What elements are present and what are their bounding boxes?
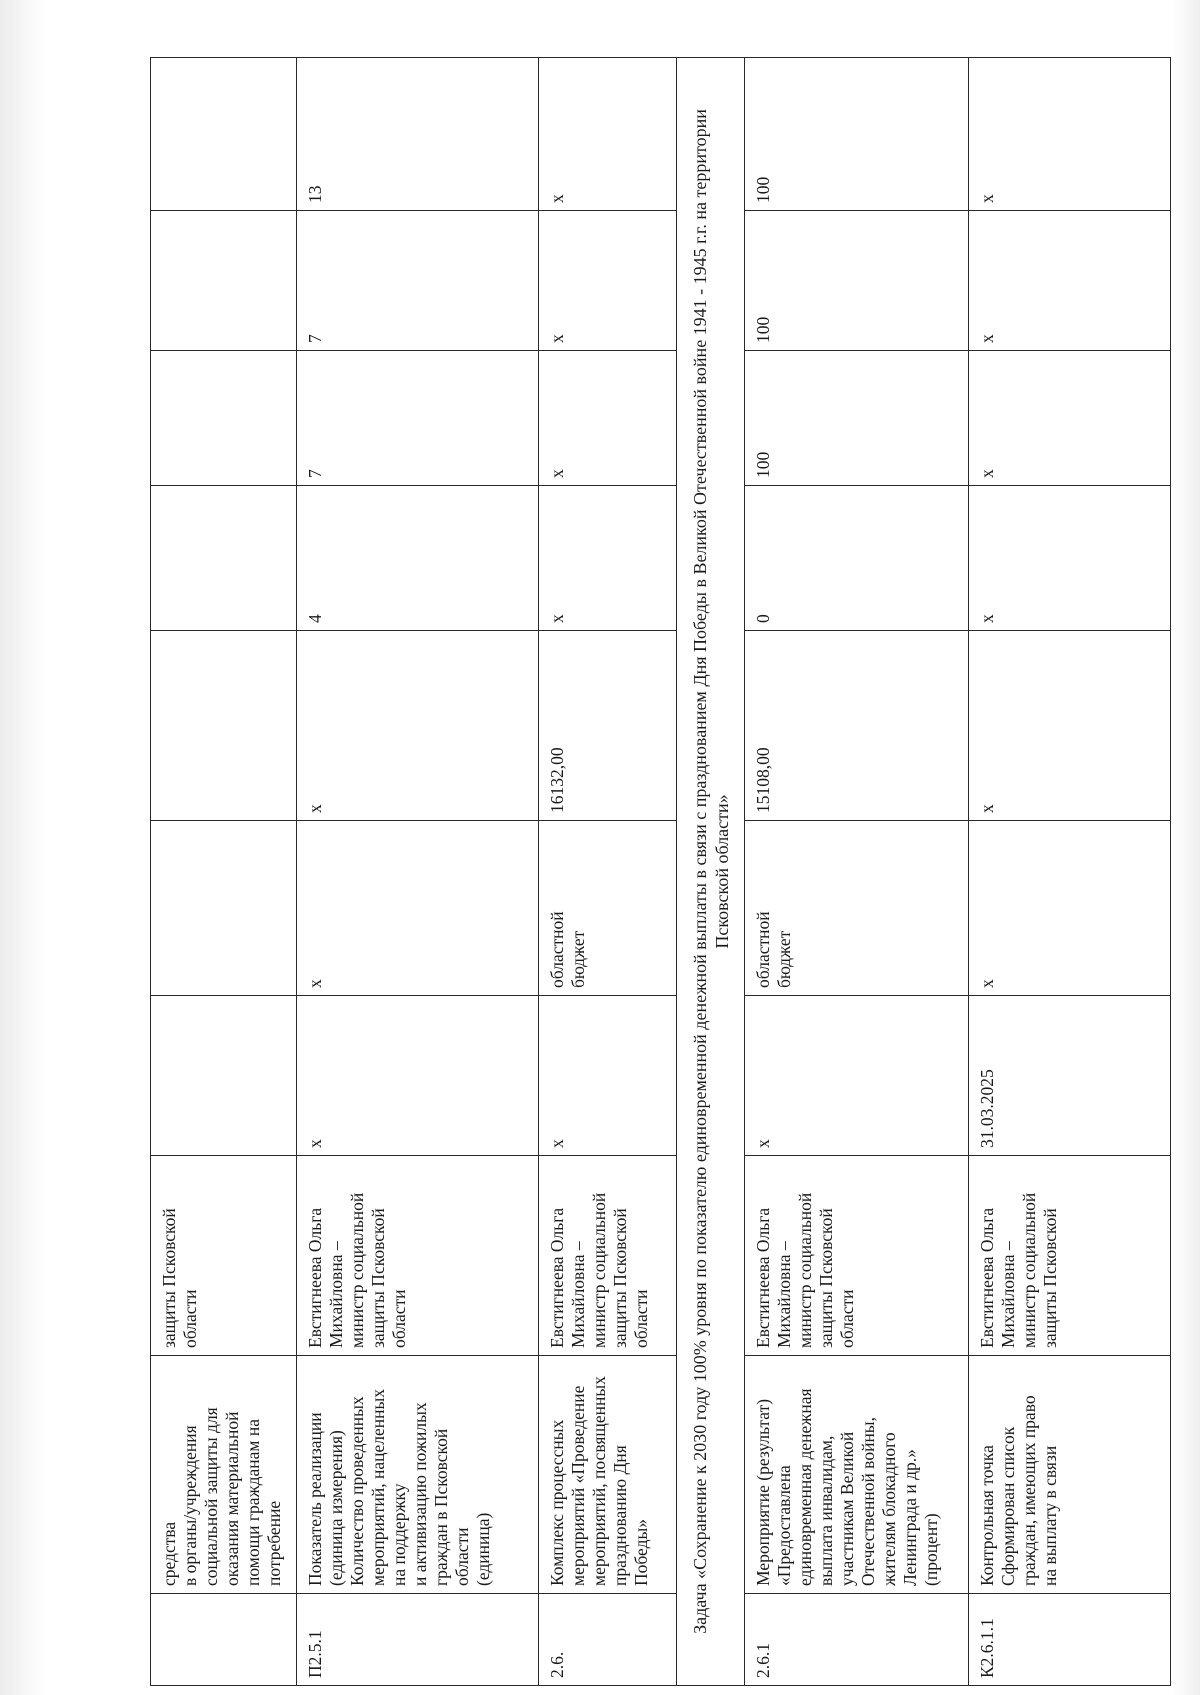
cell-responsible: Евстигнеева Ольга Михайловна – министр социальной защиты Псковской области bbox=[297, 1156, 539, 1356]
cell-number: 2.6.1 bbox=[745, 1594, 969, 1686]
cell-value-1: х bbox=[969, 486, 1171, 631]
cell-value-4: х bbox=[969, 58, 1171, 211]
cell-responsible: Евстигнеева Ольга Михайловна – министр социальной защиты Псковской bbox=[969, 1156, 1171, 1356]
cell-value-2: х bbox=[539, 351, 677, 486]
cell-name: Показатель реализации (единица измерения) Количество проведенных мероприятий, нацеленных на поддержку и активизацию пожилых граждан в Псковской области (единица) bbox=[297, 1356, 539, 1594]
cell-number bbox=[151, 1594, 297, 1686]
table-row-k2-6-1-1 bbox=[969, 58, 1171, 1686]
cell-name: Комплекс процессных мероприятий «Проведение мероприятий, посвященных празднованию Дня Победы» bbox=[539, 1356, 677, 1594]
cell-amount: х bbox=[969, 631, 1171, 821]
cell-name: Мероприятие (результат) «Предоставлена единовременная денежная выплата инвалидам, участникам Великой Отечественной войны, жителям блокадного Ленинграда и др.» (процент) bbox=[745, 1356, 969, 1594]
cell-source bbox=[151, 821, 297, 996]
cell-deadline: х bbox=[539, 996, 677, 1156]
cell-value-3: х bbox=[969, 211, 1171, 351]
table-row-2-6-1 bbox=[745, 58, 969, 1686]
cell-value-2 bbox=[151, 351, 297, 486]
scan-edge-right bbox=[1170, 0, 1200, 1695]
cell-responsible: Евстигнеева Ольга Михайловна – министр социальной защиты Псковской области bbox=[539, 1156, 677, 1356]
cell-number: П2.5.1 bbox=[297, 1594, 539, 1686]
cell-value-2: 100 bbox=[745, 351, 969, 486]
program-table bbox=[150, 57, 1171, 1686]
cell-value-1: 4 bbox=[297, 486, 539, 631]
cell-responsible: защиты Псковской области bbox=[151, 1156, 297, 1356]
cell-value-4 bbox=[151, 58, 297, 211]
cell-value-3 bbox=[151, 211, 297, 351]
cell-value-3: 100 bbox=[745, 211, 969, 351]
cell-number: 2.6. bbox=[539, 1594, 677, 1686]
cell-number: К2.6.1.1 bbox=[969, 1594, 1171, 1686]
cell-value-1: х bbox=[539, 486, 677, 631]
rotated-page bbox=[150, 58, 1170, 1686]
cell-value-3: х bbox=[539, 211, 677, 351]
scan-edge-left bbox=[0, 0, 46, 1695]
cell-amount bbox=[151, 631, 297, 821]
table-row-continuation bbox=[151, 58, 297, 1686]
cell-value-1 bbox=[151, 486, 297, 631]
cell-responsible: Евстигнеева Ольга Михайловна – министр социальной защиты Псковской области bbox=[745, 1156, 969, 1356]
cell-source: областной бюджет bbox=[539, 821, 677, 996]
table-row-p2-5-1 bbox=[297, 58, 539, 1686]
cell-value-1: 0 bbox=[745, 486, 969, 631]
cell-value-4: 100 bbox=[745, 58, 969, 211]
cell-amount: 16132,00 bbox=[539, 631, 677, 821]
cell-value-3: 7 bbox=[297, 211, 539, 351]
cell-value-2: 7 bbox=[297, 351, 539, 486]
cell-value-4: х bbox=[539, 58, 677, 211]
cell-amount: 15108,00 bbox=[745, 631, 969, 821]
cell-deadline: 31.03.2025 bbox=[969, 996, 1171, 1156]
cell-source: х bbox=[969, 821, 1171, 996]
cell-value-4: 13 bbox=[297, 58, 539, 211]
cell-deadline: х bbox=[297, 996, 539, 1156]
cell-source: областной бюджет bbox=[745, 821, 969, 996]
task-heading: Задача «Сохранение к 2030 году 100% уровня по показателю единовременной денежной выплаты в связи с празднованием Дня Победы в Великой Отечественной войне 1941 - 1945 г.г. на территории Псковской области» bbox=[677, 58, 745, 1686]
cell-name: Контрольная точка Сформирован список граждан, имеющих право на выплату в связи bbox=[969, 1356, 1171, 1594]
cell-amount: х bbox=[297, 631, 539, 821]
cell-name: средства в органы/учреждения социальной защиты для оказания материальной помощи гражданам на потребение bbox=[151, 1356, 297, 1594]
cell-source: х bbox=[297, 821, 539, 996]
cell-value-2: х bbox=[969, 351, 1171, 486]
table-row-2-6 bbox=[539, 58, 677, 1686]
cell-deadline bbox=[151, 996, 297, 1156]
cell-deadline: х bbox=[745, 996, 969, 1156]
table-row-task bbox=[677, 58, 745, 1686]
